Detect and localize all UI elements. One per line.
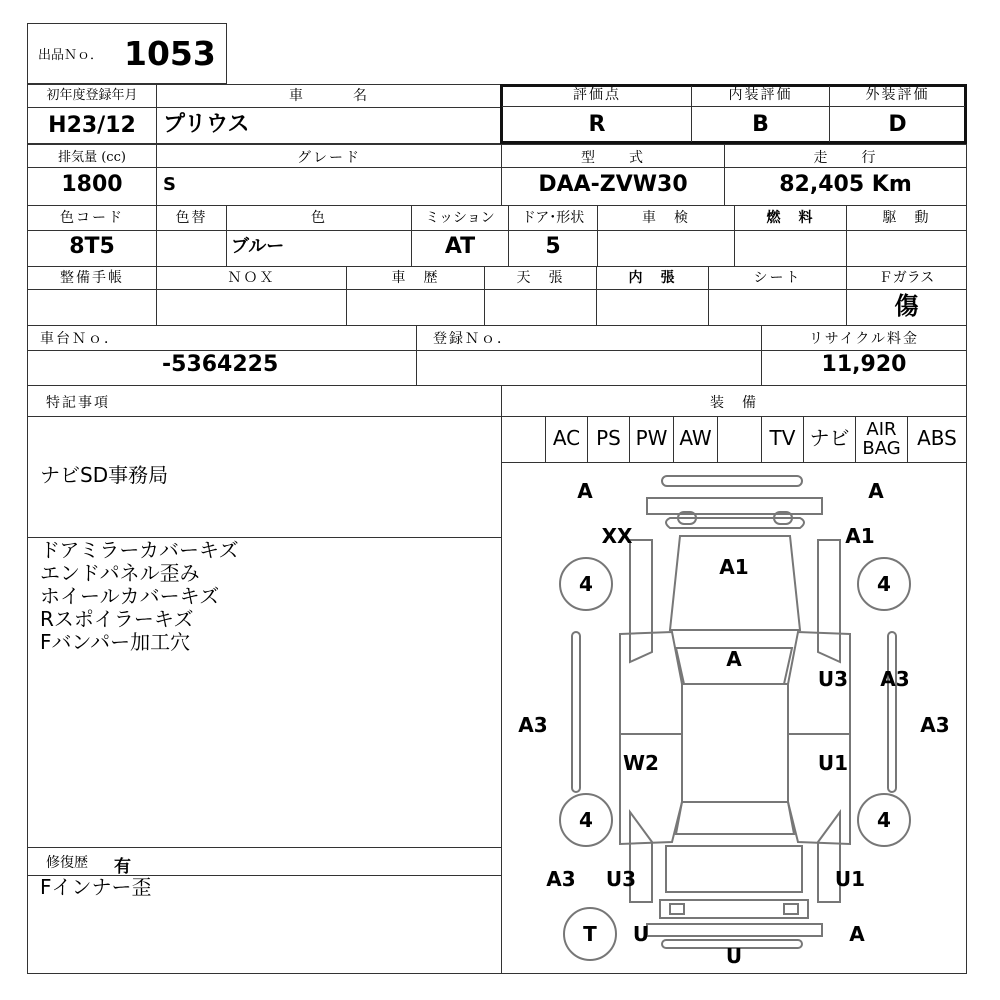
seat-cell [708, 266, 847, 326]
color-code-cell [27, 205, 157, 267]
mark-u-bottom: U [725, 944, 743, 968]
history-label: 車 歴 [391, 270, 440, 286]
inspection-label: 車 検 [642, 210, 690, 226]
repaint-label: 色替 [175, 210, 208, 226]
equipment-item-blank-2 [718, 416, 762, 462]
mileage-cell [724, 144, 967, 206]
mark-a3-far-right: A3 [920, 713, 950, 737]
mission-label: ミッション [425, 210, 495, 226]
remarks-top-note: ナビSD事務局 [40, 463, 169, 487]
door-value: 5 [545, 234, 561, 259]
mark-u3-right: U3 [817, 667, 849, 691]
mark-a3-left: A3 [518, 713, 548, 737]
mark-a-roof: A [726, 647, 742, 671]
mark-a-rear-right: A [849, 922, 865, 946]
year-label: 初年度登録年月 [46, 88, 138, 103]
drive-cell [846, 205, 967, 267]
equipment-item-abs: ABS [917, 426, 957, 450]
mark-u-left: U [632, 922, 650, 946]
fglass-label: Ｆガラス [878, 270, 935, 286]
grade-label: グレード [297, 150, 361, 166]
registration-cell [416, 325, 762, 386]
mark-tire-fl: 4 [579, 572, 593, 596]
exterior-value: D [888, 112, 907, 137]
equipment-label: 装 備 [710, 395, 758, 411]
exterior-label: 外装評価 [865, 87, 930, 103]
grade-cell [156, 144, 502, 206]
remarks-line-4: Rスポイラーキズ [40, 607, 194, 631]
displacement-label: 排気量 (cc) [58, 150, 126, 165]
equipment-item-aw: AW [674, 416, 718, 462]
lot-number-label: 出品Ｎｏ． [38, 48, 104, 63]
repair-value: 有 [114, 857, 131, 877]
year-value: H23/12 [48, 113, 136, 138]
sunroof-cell [484, 266, 597, 326]
displacement-value: 1800 [61, 172, 123, 197]
mark-xx: XX [601, 524, 633, 548]
mark-a-front-right: A [868, 479, 884, 503]
model-value: DAA-ZVW30 [538, 172, 688, 197]
recycle-label: リサイクル料金 [808, 331, 920, 347]
equipment-item-pw: PW [630, 416, 674, 462]
color-code-label: 色コード [60, 210, 124, 226]
grade-value: S [163, 174, 176, 195]
equipment-item-airbag: AIR BAG [856, 416, 908, 462]
maintenance-label: 整備手帳 [60, 270, 124, 286]
model-label: 型 式 [581, 150, 645, 166]
remarks-line-5: Fバンパー加工穴 [40, 630, 191, 654]
repair-label: 修復歴 [46, 855, 88, 871]
repaint-cell [156, 205, 227, 267]
car-name-cell [156, 84, 502, 144]
mark-w2: W2 [623, 751, 659, 775]
mark-a1-hood: A1 [719, 555, 749, 579]
fglass-cell [846, 266, 967, 326]
interior-cell [691, 86, 829, 142]
mileage-label: 走 行 [813, 150, 878, 166]
lot-number-value: 1053 [124, 34, 216, 73]
color-cell [226, 205, 412, 267]
model-cell [501, 144, 725, 206]
nox-cell [156, 266, 347, 326]
displacement-cell [27, 144, 157, 206]
mark-tire-fr: 4 [877, 572, 891, 596]
recycle-value: 11,920 [821, 352, 907, 377]
remarks-panel [27, 385, 502, 974]
score-label: 評価点 [573, 87, 621, 103]
interior-label: 内装評価 [728, 87, 793, 103]
mark-a3-right: A3 [880, 667, 910, 691]
equipment-item-blank-1 [501, 416, 546, 462]
interior-lining-label: 内 張 [628, 270, 677, 286]
interior-value: B [752, 112, 769, 137]
equipment-item-ps: PS [588, 416, 630, 462]
chassis-cell [27, 325, 417, 386]
score-cell [502, 86, 692, 142]
fglass-value: 傷 [894, 292, 919, 320]
mark-spare: T [583, 922, 597, 946]
door-label: ドア･形状 [521, 210, 585, 226]
mark-a-front-left: A [577, 479, 593, 503]
drive-label: 駆 動 [882, 210, 931, 226]
recycle-cell [761, 325, 967, 386]
mission-cell [411, 205, 509, 267]
repair-note: Fインナー歪 [40, 875, 152, 899]
inspection-cell [597, 205, 735, 267]
mark-tire-rr: 4 [877, 808, 891, 832]
mark-a3-rear-left: A3 [546, 867, 576, 891]
seat-label: シート [753, 270, 802, 286]
remarks-label: 特記事項 [46, 395, 110, 411]
car-name-value: プリウス [163, 112, 250, 137]
fuel-label: 燃 料 [766, 210, 815, 226]
mark-u1-rear: U1 [834, 867, 866, 891]
remarks-line-3: ホイールカバーキズ [40, 584, 220, 608]
equipment-item-navi: ナビ [804, 416, 856, 462]
color-code-value: 8T5 [69, 234, 115, 259]
color-value: ブルー [231, 236, 285, 257]
score-value: R [588, 112, 606, 137]
sunroof-label: 天 張 [516, 270, 565, 286]
interior-lining-cell [596, 266, 709, 326]
chassis-value: -5364225 [162, 352, 279, 377]
lot-number-box [27, 23, 227, 84]
equipment-item-tv: TV [762, 416, 804, 462]
color-label: 色 [311, 210, 327, 226]
mark-u3-rear: U3 [605, 867, 637, 891]
year-cell [27, 84, 157, 144]
registration-label: 登録Ｎｏ． [433, 331, 513, 347]
nox-label: ＮＯＸ [227, 270, 276, 286]
remarks-line-1: ドアミラーカバーキズ [40, 538, 239, 562]
exterior-cell [829, 86, 965, 142]
fuel-cell [734, 205, 847, 267]
door-cell [508, 205, 598, 267]
car-diagram [502, 462, 966, 973]
maintenance-cell [27, 266, 157, 326]
car-name-label: 車 名 [289, 88, 369, 104]
mission-value: AT [444, 234, 476, 259]
mark-a1-right: A1 [845, 524, 875, 548]
mark-tire-rl: 4 [579, 808, 593, 832]
history-cell [346, 266, 485, 326]
remarks-line-2: エンドパネル歪み [40, 561, 200, 585]
mark-u1-right: U1 [817, 751, 849, 775]
equipment-item-ac: AC [546, 416, 588, 462]
mileage-value: 82,405 Km [779, 172, 912, 197]
chassis-label: 車台Ｎｏ． [40, 331, 120, 347]
